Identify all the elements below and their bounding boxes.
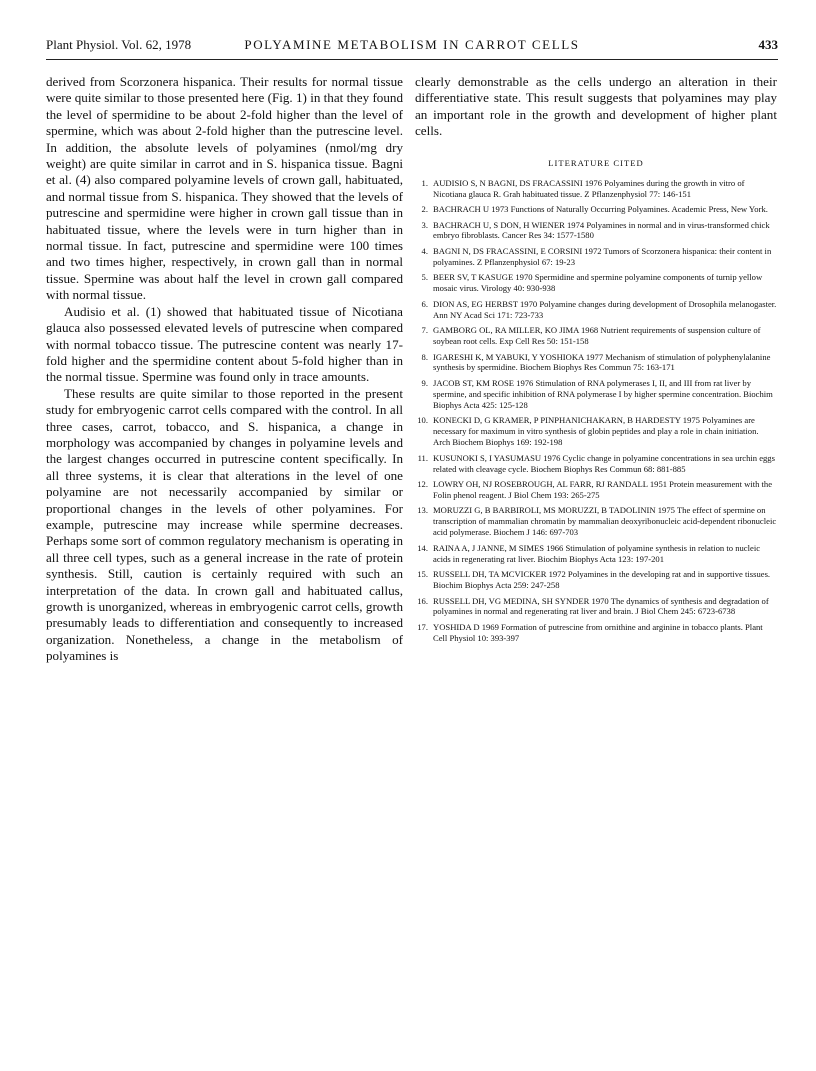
reference-number: 17.: [417, 621, 428, 632]
right-column: [415, 74, 777, 648]
body-paragraph: derived from Scorzonera hispanica. Their results for normal tissue were quite similar to those presented here (Fig. 1) in that they found the level of spermidine to be about 2-fold higher than the level of spermine, which was about 2-fold higher than the putrescine level. In addition, the absolute levels of polyamines (nmol/mg dry weight) are quite similar in carrot and in S. hispanica tissue. Bagni et al. (4) also compared polyamine levels of crown gall, habituated, and normal tissue from S. hispanica. They showed that the levels of putrescine and spermidine were higher in crown gall tissue than in habituated tissue, where the levels were in turn higher than in normal tissue. In fact, putrescine and spermidine were 100 times and two times higher, respectively, in crown gall than in normal tissue. Spermine was about half the level in crown gall compared with normal tissue.: [46, 74, 403, 303]
reference-number: 13.: [417, 505, 428, 516]
reference-item: [415, 378, 777, 411]
reference-number: 2.: [421, 204, 428, 215]
reference-text: KONECKI D, G KRAMER, P PINPHANICHAKARN, B HARDESTY 1975 Polyamines are necessary for maximum in vitro synthesis of globin peptides and play a role in chain initiation. Arch Biochem Biophys 169: 192-198: [433, 415, 759, 448]
reference-item: [415, 596, 777, 618]
reference-item: [415, 325, 777, 347]
reference-item: [415, 453, 777, 475]
reference-number: 7.: [421, 325, 428, 336]
reference-number: 11.: [417, 452, 428, 463]
reference-item: [415, 622, 777, 644]
reference-item: [415, 204, 777, 215]
running-header: [46, 37, 778, 59]
reference-item: [415, 479, 777, 501]
reference-text: JACOB ST, KM ROSE 1976 Stimulation of RNA polymerases I, II, and III from rat liver by spermine, and specific inhibition of RNA polymerase I by higher spermine concentration. Biochim Biophys Acta 425: 125-128: [433, 377, 773, 410]
reference-item: [415, 246, 777, 268]
reference-text: BEER SV, T KASUGE 1970 Spermidine and spermine polyamine components of turnip yellow mosaic virus. Virology 40: 930-938: [433, 272, 763, 294]
reference-number: 5.: [421, 272, 428, 283]
reference-number: 4.: [421, 245, 428, 256]
reference-text: KUSUNOKI S, I YASUMASU 1976 Cyclic change in polyamine concentrations in sea urchin eggs related with cleavage cycle. Biochem Biophys Res Commun 68: 881-885: [433, 452, 775, 474]
body-paragraph: Audisio et al. (1) showed that habituated tissue of Nicotiana glauca also possessed elevated levels of putrescine when compared with normal tobacco tissue. The putrescine content was nearly 17-fold higher and the spermidine content about 5-fold higher than in the normal tissue. Spermine was found only in trace amounts.: [46, 303, 403, 385]
reference-text: DION AS, EG HERBST 1970 Polyamine changes during development of Drosophila melanogaster. Ann NY Acad Sci 171: 723-733: [433, 298, 777, 320]
reference-text: RUSSELL DH, TA MCVICKER 1972 Polyamines in the developing rat and in supportive tissues. Biochim Biophys Acta 259: 247-258: [433, 569, 771, 591]
reference-text: IGARESHI K, M YABUKI, Y YOSHIOKA 1977 Mechanism of stimulation of polyphenylalanine synthesis by spermidine. Biochem Biophys Res Commun 75: 163-171: [433, 351, 771, 373]
reference-item: [415, 569, 777, 591]
reference-text: YOSHIDA D 1969 Formation of putrescine from ornithine and arginine in tobacco plants. Plant Cell Physiol 10: 393-397: [433, 621, 763, 643]
reference-number: 9.: [421, 377, 428, 388]
reference-item: [415, 543, 777, 565]
reference-text: BAGNI N, DS FRACASSINI, E CORSINI 1972 Tumors of Scorzonera hispanica: their content in polyamines. Z Pflanzenphysiol 67: 19-23: [433, 245, 772, 267]
reference-number: 8.: [421, 351, 428, 362]
reference-number: 12.: [417, 479, 428, 489]
reference-item: [415, 415, 777, 448]
reference-item: [415, 352, 777, 374]
reference-text: MORUZZI G, B BARBIROLI, MS MORUZZI, B TADOLININ 1975 The effect of spermine on transcription of mammalian chromatin by mammalian deoxyribonucleic acid-dependent ribonucleic acid polymerase. Biochem J 146: 697-703: [433, 505, 777, 538]
reference-number: 6.: [421, 298, 428, 309]
reference-number: 14.: [417, 542, 428, 553]
header-rule: [46, 59, 778, 60]
reference-item: [415, 178, 777, 200]
reference-number: 16.: [417, 595, 428, 606]
reference-item: [415, 505, 777, 538]
body-paragraph-continuation: clearly demonstrable as the cells undergo an alteration in their differentiative state. This result suggests that polyamines may play an important role in the growth and development of higher plant cells.: [415, 74, 777, 139]
left-column: [46, 74, 403, 665]
body-paragraph: These results are quite similar to those reported in the present study for embryogenic carrot cells compared with the control. In all three cases, carrot, tobacco, and S. hispanica, a change in morphology was accompanied by changes in polyamine levels and the largest changes occurred in putrescine content specifically. In all three systems, it is clear that alterations in the level of one polyamine are not necessarily accompanied by similar or proportional changes in the levels of other polyamines. For example, putrescine may increase while spermine decreases. Perhaps some sort of common regulatory mechanism is operating in all three cell types, such as a general increase in the rate of protein synthesis. Still, caution is certainly required with such an interpretation of the data. In crown gall and habituated callus, growth is unorganized, whereas in embryogenic carrot cells, growth presumably leads to differentiation and consequently to increased organization. Nonetheless, a change in the metabolism of polyamines is: [46, 385, 403, 664]
journal-citation: Plant Physiol. Vol. 62, 1978: [46, 37, 192, 52]
reference-number: 3.: [421, 219, 428, 230]
reference-text: BACHRACH U 1973 Functions of Naturally Occurring Polyamines. Academic Press, New York.: [433, 204, 768, 215]
reference-item: [415, 272, 777, 294]
reference-item: [415, 220, 777, 242]
literature-cited-heading: LITERATURE CITED: [548, 157, 644, 168]
running-title: POLYAMINE METABOLISM IN CARROT CELLS: [244, 37, 580, 52]
reference-text: RUSSELL DH, VG MEDINA, SH SYNDER 1970 The dynamics of synthesis and degradation of polyamines in normal and regenerating rat liver and brain. J Biol Chem 245: 6723-6738: [433, 595, 769, 617]
reference-number: 1.: [421, 177, 428, 188]
reference-number: 10.: [417, 415, 428, 426]
page-number: 433: [758, 37, 778, 52]
reference-text: LOWRY OH, NJ ROSEBROUGH, AL FARR, RJ RANDALL 1951 Protein measurement with the Folin phenol reagent. J Biol Chem 193: 265-275: [433, 479, 773, 500]
reference-number: 15.: [417, 569, 428, 580]
reference-text: AUDISIO S, N BAGNI, DS FRACASSINI 1976 Polyamines during the growth in vitro of Nicotiana glauca R. Grah habituated tissue. Z Pflanzenphysiol 77: 146-151: [433, 177, 745, 199]
reference-item: [415, 299, 777, 321]
reference-text: RAINA A, J JANNE, M SIMES 1966 Stimulation of polyamine synthesis in relation to nucleic acids in regenerating rat liver. Biochim Biophys Acta 123: 197-201: [433, 542, 761, 564]
reference-text: GAMBORG OL, RA MILLER, KO JIMA 1968 Nutrient requirements of suspension culture of soybean root cells. Exp Cell Res 50: 151-158: [433, 325, 761, 347]
reference-text: BACHRACH U, S DON, H WIENER 1974 Polyamines in normal and in virus-transformed chick embryo fibroblasts. Cancer Res 34: 1577-1580: [433, 219, 770, 241]
reference-list: [415, 178, 777, 644]
